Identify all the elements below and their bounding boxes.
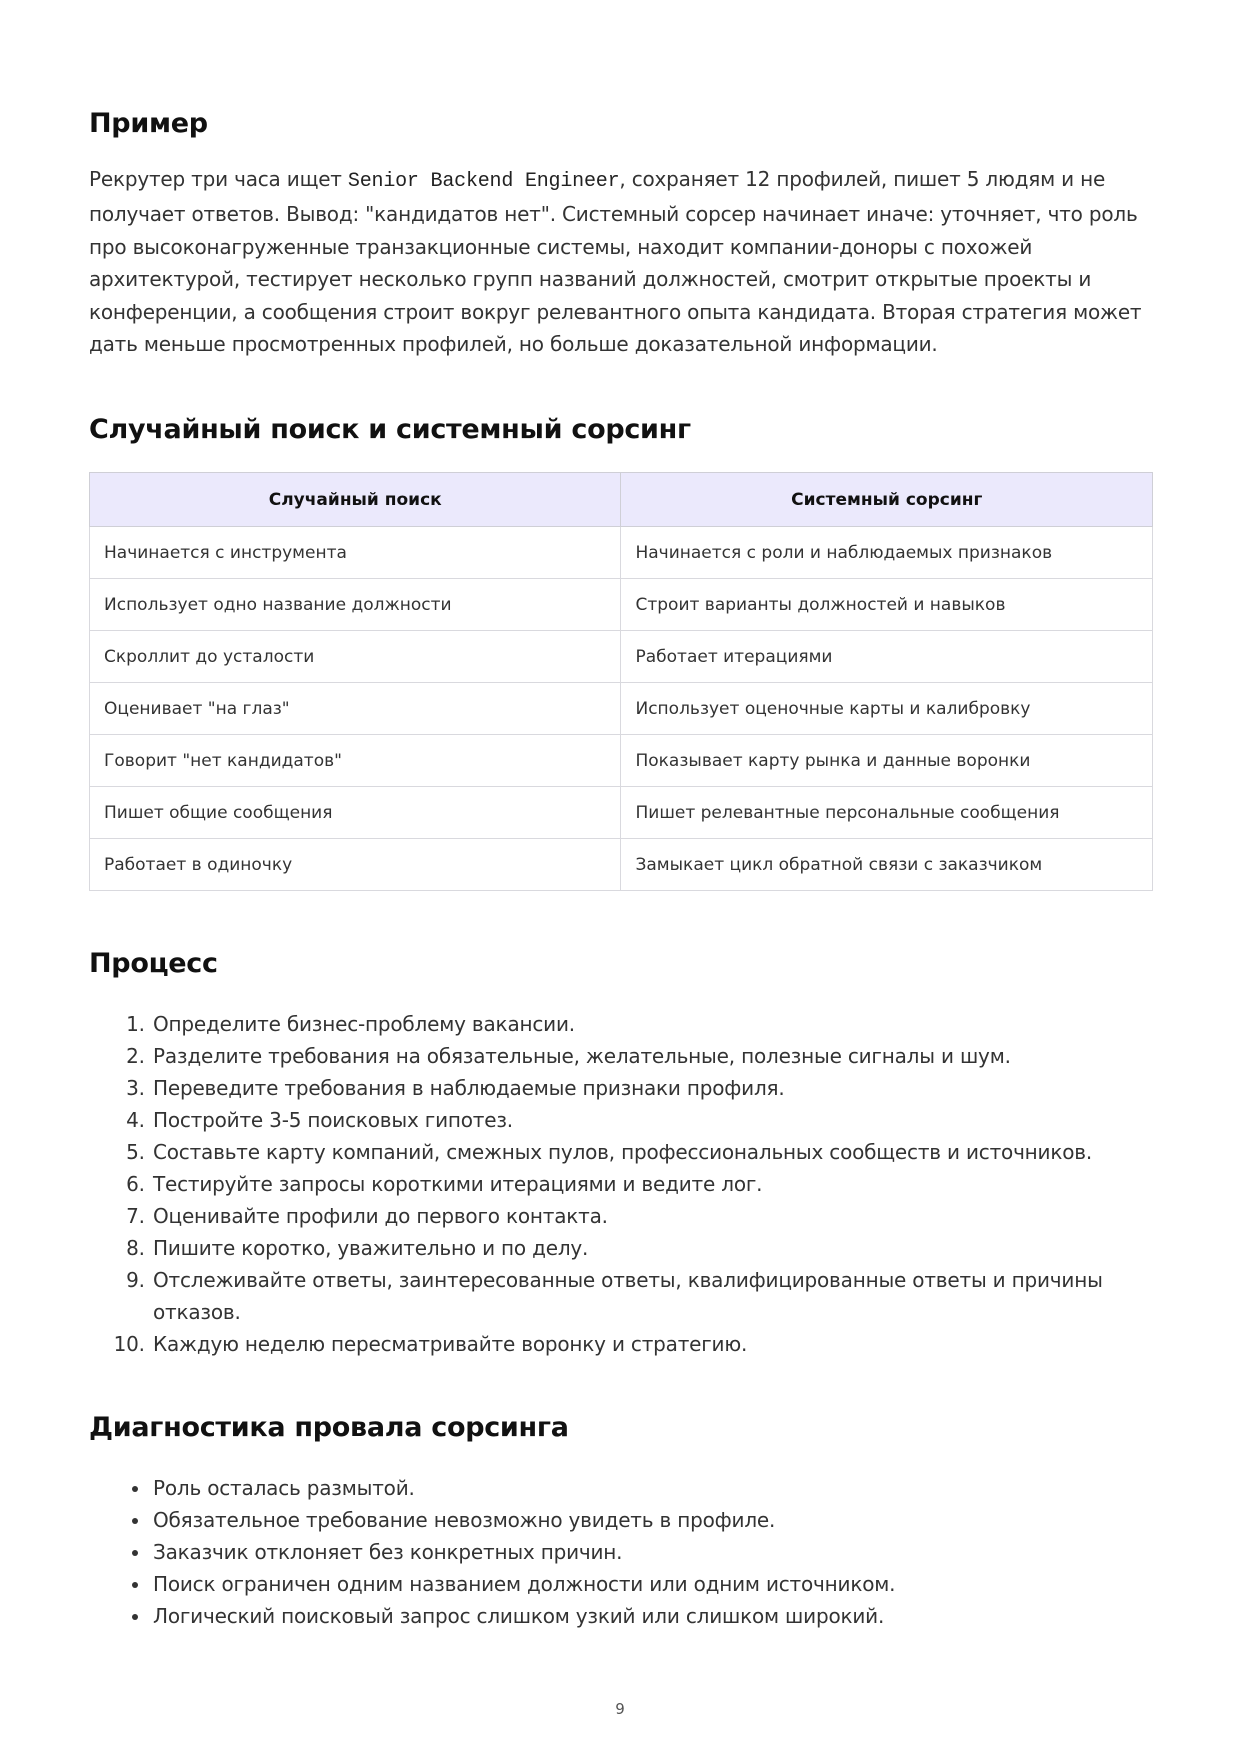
example-paragraph [89,163,1151,360]
process-step: 1. Определите бизнес-проблему вакансии. [151,1008,1151,1040]
page-number: 9 [615,1700,625,1718]
table-cell: Замыкает цикл обратной связи с заказчиком [621,839,1153,891]
table-cell: Оценивает "на глаз" [90,683,621,735]
table-cell: Пишет релевантные персональные сообщения [621,787,1153,839]
table-row [90,735,1153,787]
table-row [90,631,1153,683]
process-step: 4. Постройте 3-5 поисковых гипотез. [151,1104,1151,1136]
table-cell: Говорит "нет кандидатов" [90,735,621,787]
table-cell: Использует оценочные карты и калибровку [621,683,1153,735]
process-heading: Процесс [89,948,218,979]
example-text-rest: , сохраняет 12 профилей, пишет 5 людям и не получает ответов. Вывод: "кандидатов нет". Системный сорсер начинает иначе: уточняет, что роль про высоконагруженные транзакционные системы, находит компании-доноры с похожей архитектурой, тестирует несколько групп названий должностей, смотрит открытые проекты и конференции, а сообщения строит вокруг релевантного опыта кандидата. Вторая стратегия может дать меньше просмотренных профилей, но больше доказательной информации. [89,167,1142,357]
diagnostic-item: • Обязательное требование невозможно увидеть в профиле. [151,1504,1151,1536]
process-step: 9. Отслеживайте ответы, заинтересованные ответы, квалифицированные ответы и причины отказов. [151,1264,1151,1328]
process-step: 8. Пишите коротко, уважительно и по делу. [151,1232,1151,1264]
example-heading: Пример [89,108,208,139]
process-step: 7. Оценивайте профили до первого контакта. [151,1200,1151,1232]
example-code: Senior Backend Engineer [347,170,620,193]
diagnostics-list [89,1472,1151,1632]
process-step: 2. Разделите требования на обязательные, желательные, полезные сигналы и шум. [151,1040,1151,1072]
diagnostic-item: • Роль осталась размытой. [151,1472,1151,1504]
process-step: 3. Переведите требования в наблюдаемые признаки профиля. [151,1072,1151,1104]
process-step: 5. Составьте карту компаний, смежных пулов, профессиональных сообществ и источников. [151,1136,1151,1168]
table-row [90,579,1153,631]
table-cell: Работает итерациями [621,631,1153,683]
comparison-table [89,472,1153,891]
table-cell: Строит варианты должностей и навыков [621,579,1153,631]
diagnostic-item: • Заказчик отклоняет без конкретных причин. [151,1536,1151,1568]
diagnostics-heading: Диагностика провала сорсинга [89,1412,569,1443]
table-cell: Использует одно название должности [90,579,621,631]
table-cell: Начинается с инструмента [90,527,621,579]
process-step: 6. Тестируйте запросы короткими итерациями и ведите лог. [151,1168,1151,1200]
process-steps-list [89,1008,1151,1360]
column-header: Системный сорсинг [621,473,1153,527]
example-text-start: Рекрутер три часа ищет [89,167,348,191]
table-cell: Работает в одиночку [90,839,621,891]
table-cell: Показывает карту рынка и данные воронки [621,735,1153,787]
diagnostic-item: • Поиск ограничен одним названием должности или одним источником. [151,1568,1151,1600]
table-cell: Пишет общие сообщения [90,787,621,839]
table-row [90,787,1153,839]
column-header: Случайный поиск [90,473,621,527]
table-row [90,527,1153,579]
table-row [90,683,1153,735]
table-header-row [90,473,1153,527]
table-cell: Скроллит до усталости [90,631,621,683]
process-step: 10. Каждую неделю пересматривайте воронку и стратегию. [151,1328,1151,1360]
comparison-heading: Случайный поиск и системный сорсинг [89,414,691,445]
diagnostic-item: • Логический поисковый запрос слишком узкий или слишком широкий. [151,1600,1151,1632]
table-cell: Начинается с роли и наблюдаемых признаков [621,527,1153,579]
table-row [90,839,1153,891]
